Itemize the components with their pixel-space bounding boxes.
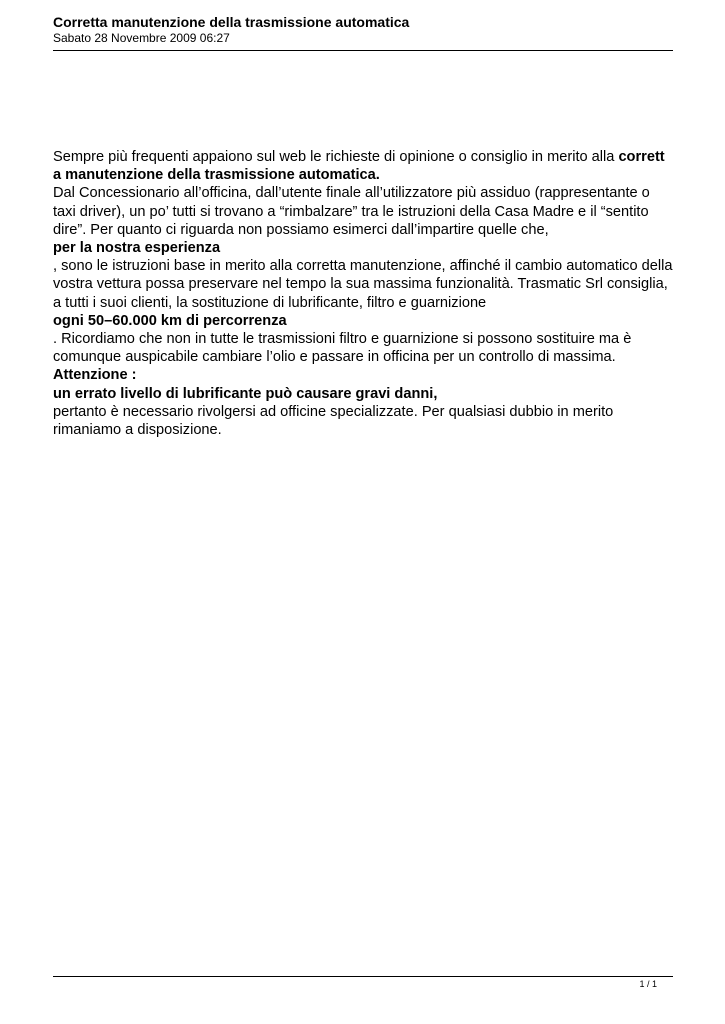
article-line: dire”. Per quanto ci riguarda non possiamo esimerci dall’impartire quelle che, — [53, 221, 549, 238]
article-line: , sono le istruzioni base in merito alla corretta manutenzione, affinché il cambio automatico della — [53, 258, 673, 275]
article-line: rimaniamo a disposizione. — [53, 422, 222, 439]
article-bold-line: un errato livello di lubrificante può causare gravi danni, — [53, 385, 438, 402]
article-line: . Ricordiamo che non in tutte le trasmissioni filtro e guarnizione si possono sostituire ma è — [53, 331, 632, 348]
document-header — [53, 14, 673, 46]
article-text: Sempre più frequenti appaiono sul web le richieste di opinione o consiglio in merito alla — [53, 149, 619, 165]
header-divider — [53, 50, 673, 51]
document-title: Corretta manutenzione della trasmissione automatica — [53, 14, 410, 30]
article-line: comunque auspicabile cambiare l’olio e passare in officina per un controllo di massima. — [53, 349, 616, 366]
article-bold-line: per la nostra esperienza — [53, 240, 221, 257]
article-line — [53, 148, 678, 166]
article-line: vostra vettura possa preservare nel tempo la sua massima funzionalità. Trasmatic Srl consiglia, — [53, 276, 668, 293]
page-number: 1 / 1 — [639, 979, 657, 989]
article-bold-line: ogni 50–60.000 km di percorrenza — [53, 312, 287, 329]
article-body — [53, 148, 678, 439]
footer-divider — [53, 976, 673, 977]
article-line: pertanto è necessario rivolgersi ad officine specializzate. Per qualsiasi dubbio in merito — [53, 403, 614, 420]
article-line: a tutti i suoi clienti, la sostituzione di lubrificante, filtro e guarnizione — [53, 294, 487, 311]
article-line: Dal Concessionario all’officina, dall’utente finale all’utilizzatore più assiduo (rappresentante o — [53, 185, 650, 202]
article-bold-line: Attenzione : — [53, 367, 137, 384]
article-line: taxi driver), un po’ tutti si trovano a “rimbalzare” tra le istruzioni della Casa Madre e il “sentito — [53, 203, 649, 220]
article-bold-line: a manutenzione della trasmissione automatica. — [53, 167, 380, 184]
article-bold-text: corrett — [618, 149, 665, 165]
document-date: Sabato 28 Novembre 2009 06:27 — [53, 31, 230, 45]
